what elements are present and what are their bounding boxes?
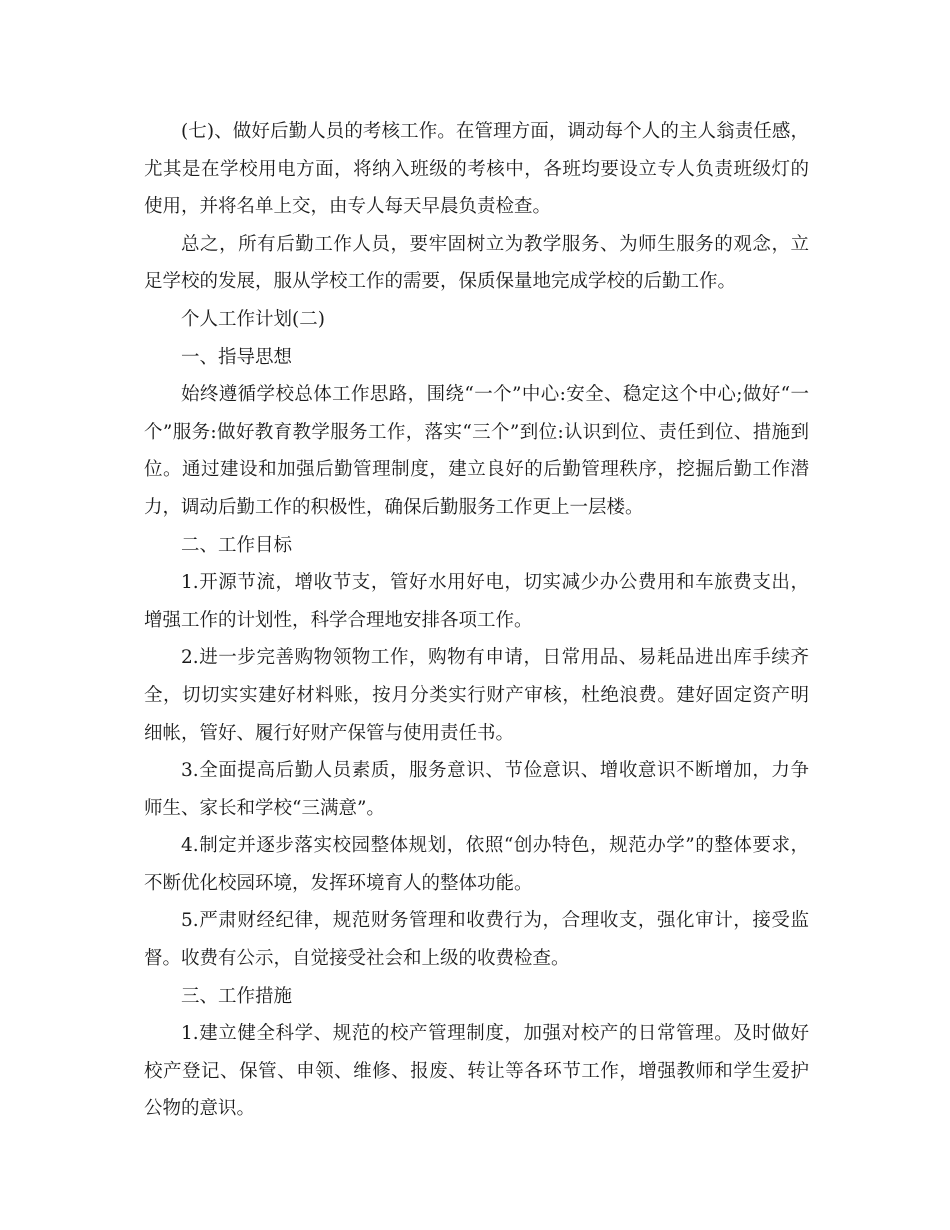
paragraph-goal-5: 5.严肃财经纪律，规范财务管理和收费行为，合理收支，强化审计，接受监督。收费有公示，自觉接受社会和上级的收费检查。 xyxy=(144,910,809,970)
heading-work-goals: 二、工作目标 xyxy=(181,534,293,556)
heading-guiding-ideology: 一、指导思想 xyxy=(181,346,293,368)
paragraph-goal-3: 3.全面提高后勤人员素质，服务意识、节俭意识、增收意识不断增加，力争师生、家长和学校“三满意”。 xyxy=(144,760,809,819)
paragraph-goal-2: 2.进一步完善购物领物工作，购物有申请，日常用品、易耗品进出库手续齐全，切切实实建好材料账，按月分类实行财产审核，杜绝浪费。建好固定资产明细帐，管好、履行好财产保管与使用责任书。 xyxy=(144,647,809,744)
paragraph-goal-1: 1.开源节流，增收节支，管好水用好电，切实减少办公费用和车旅费支出，增强工作的计划性，科学合理地安排各项工作。 xyxy=(144,572,809,631)
paragraph-summary: 总之，所有后勤工作人员，要牢固树立为教学服务、为师生服务的观念，立足学校的发展，服从学校工作的需要，保质保量地完成学校的后勤工作。 xyxy=(144,233,809,293)
section-title-work-plan-2: 个人工作计划(二) xyxy=(181,308,325,330)
heading-work-measures: 三、工作措施 xyxy=(181,985,293,1007)
paragraph-guiding-ideology: 始终遵循学校总体工作思路，围绕“一个”中心:安全、稳定这个中心;做好“一个”服务:做好教育教学服务工作，落实“三个”到位:认识到位、责任到位、措施到位。通过建设和加强后勤管理制度，建立良好的后勤管理秩序，挖掘后勤工作潜力，调动后勤工作的积极性，确保后勤服务工作更上一层楼。 xyxy=(144,384,809,518)
paragraph-assessment-work: (七)、做好后勤人员的考核工作。在管理方面，调动每个人的主人翁责任感，尤其是在学校用电方面，将纳入班级的考核中，各班均要设立专人负责班级灯的使用，并将名单上交，由专人每天早晨负责检查。 xyxy=(144,121,809,218)
paragraph-measure-1: 1.建立健全科学、规范的校产管理制度，加强对校产的日常管理。及时做好校产登记、保管、申领、维修、报废、转让等各环节工作，增强教师和学生爱护公物的意识。 xyxy=(144,1023,809,1120)
document-body xyxy=(144,113,809,1128)
paragraph-goal-4: 4.制定并逐步落实校园整体规划，依照“创办特色，规范办学”的整体要求，不断优化校园环境，发挥环境育人的整体功能。 xyxy=(144,835,809,894)
